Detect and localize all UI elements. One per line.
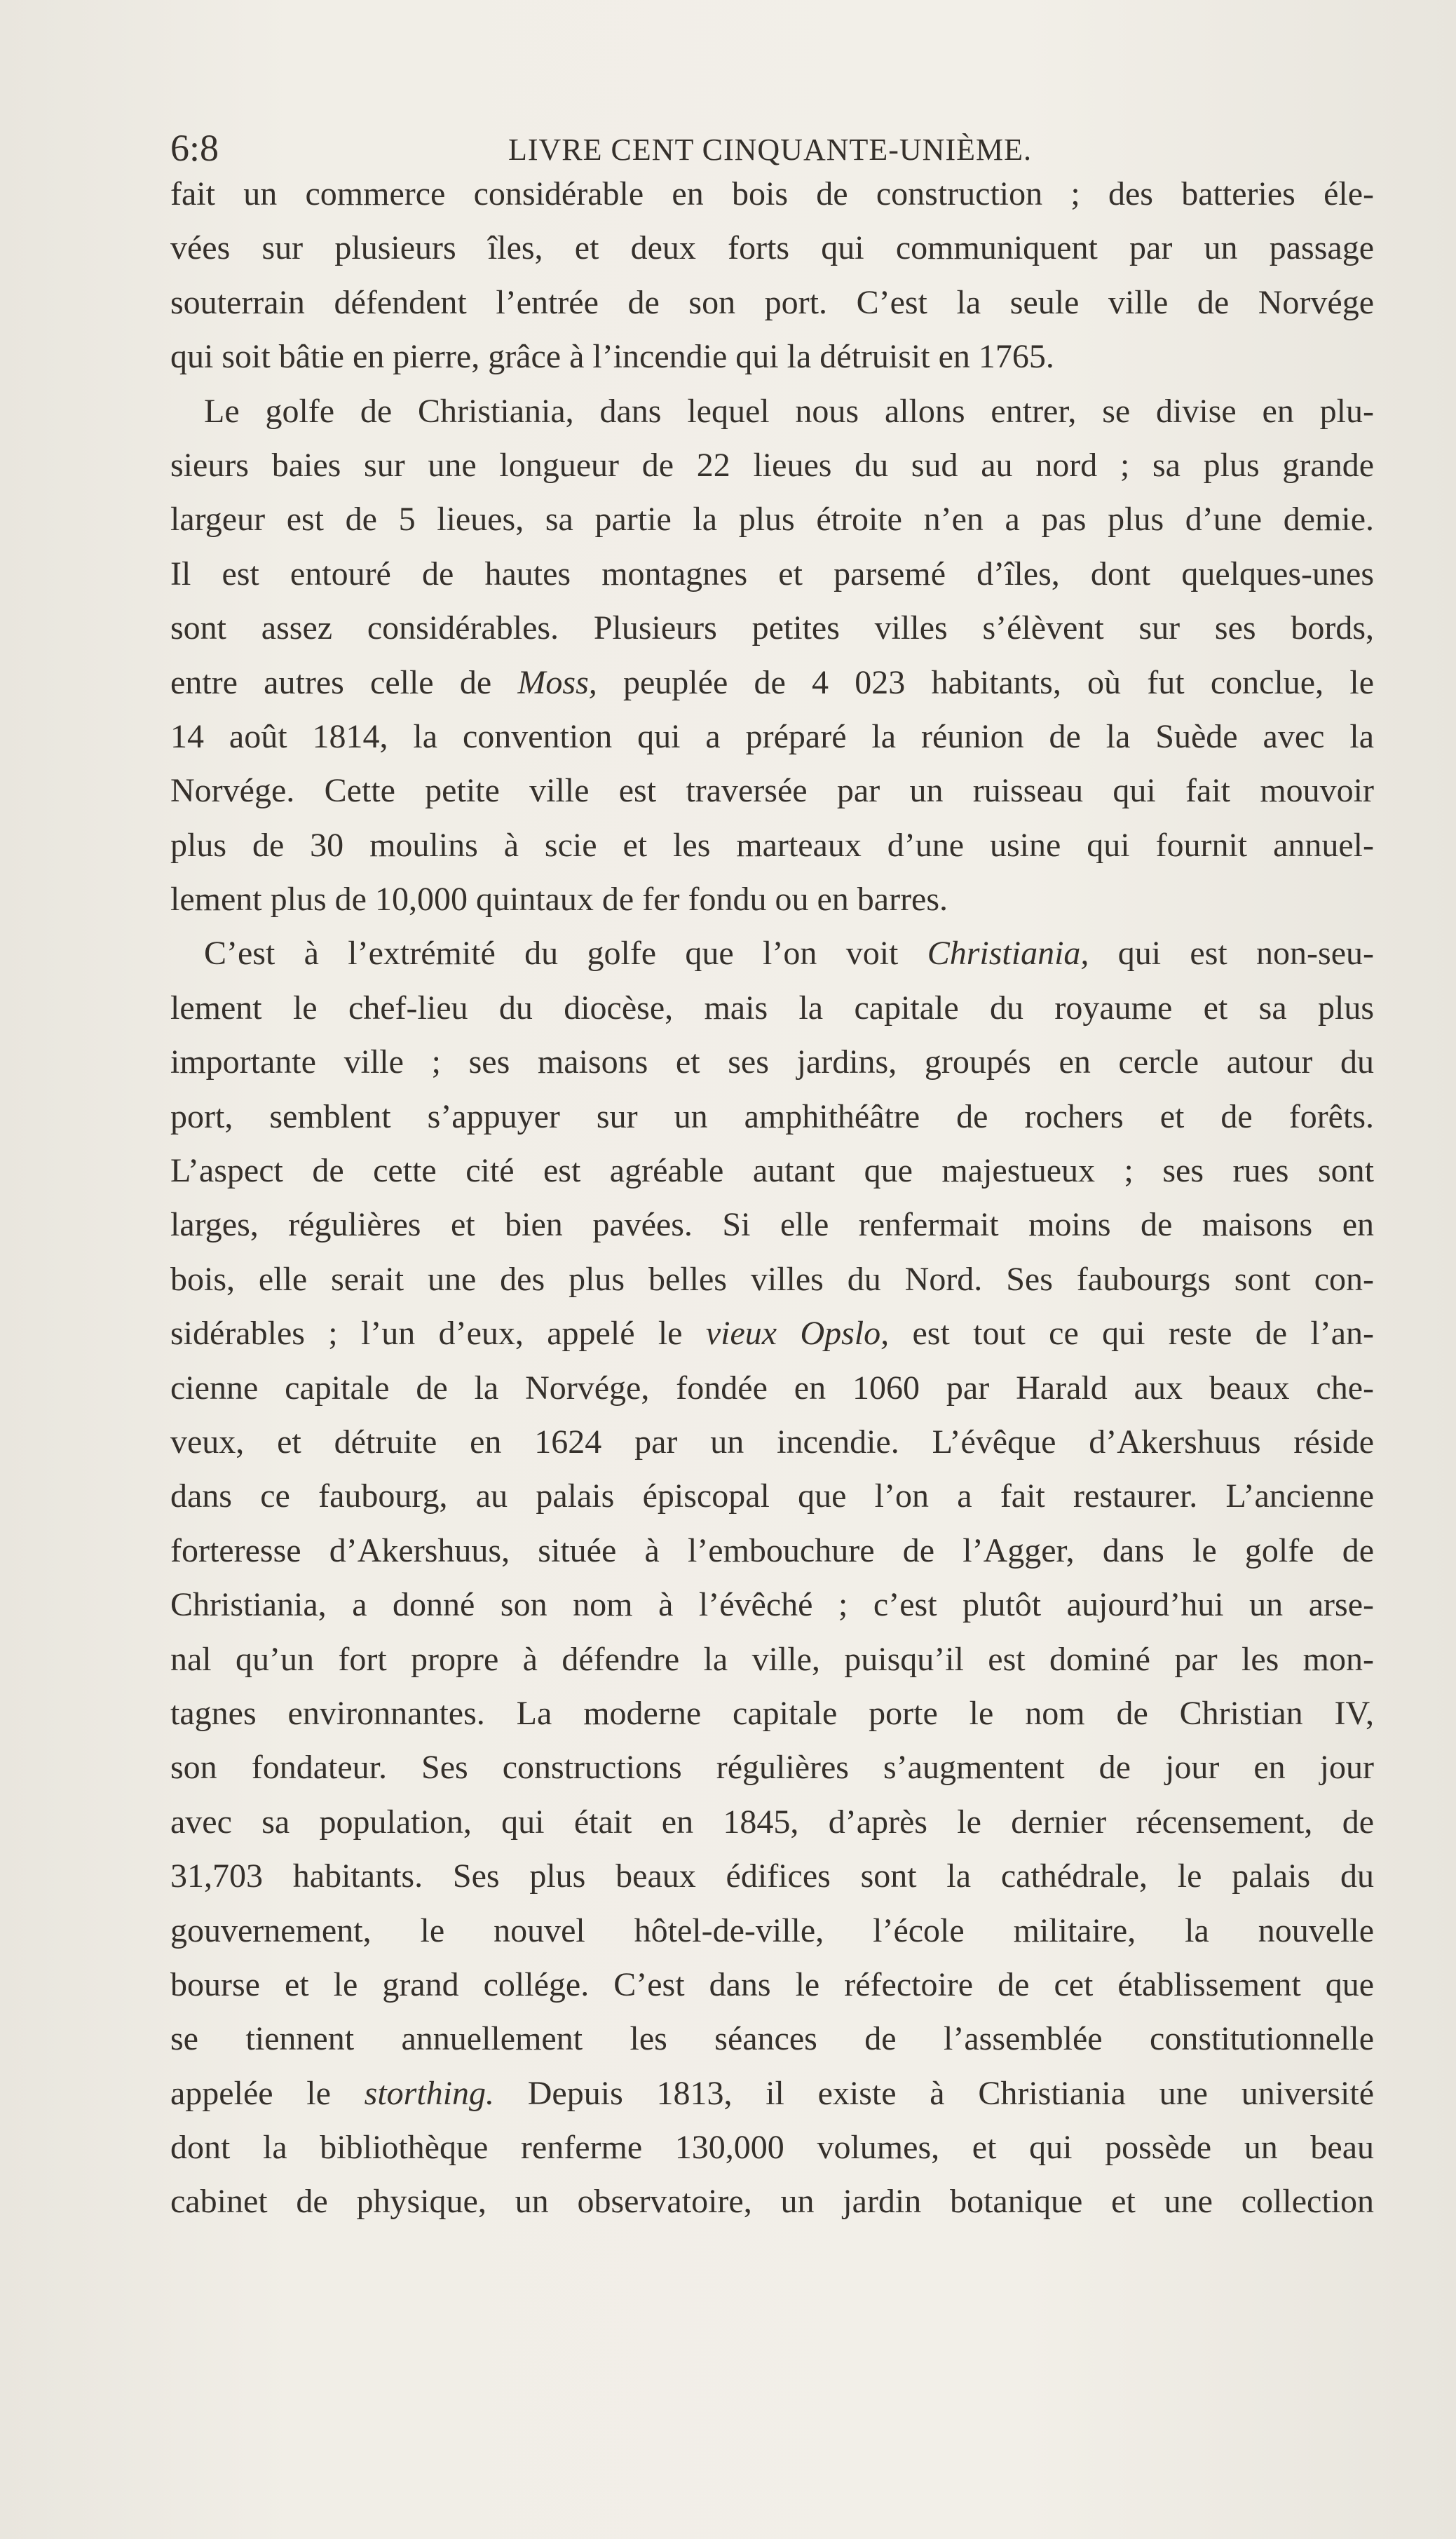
text-segment: qui est non-seu-: [1089, 935, 1375, 973]
text-line: larges, régulières et bien pavées. Si elle renfermait moins de maisons en: [170, 1206, 1374, 1244]
italic-name: Christiania,: [927, 935, 1089, 973]
text-line: se tiennent annuellement les séances de l’assemblée constitutionnelle: [170, 2020, 1374, 2058]
text-line: cabinet de physique, un observatoire, un jardin botanique et une collection: [170, 2183, 1374, 2221]
text-line: [170, 656, 1374, 710]
text-line: sont assez considérables. Plusieurs petites villes s’élèvent sur ses bords,: [170, 609, 1374, 647]
text-segment: C’est à l’extrémité du golfe que l’on voit: [204, 935, 927, 973]
text-line: Norvége. Cette petite ville est traversée par un ruisseau qui fait mouvoir: [170, 772, 1374, 810]
text-segment: entre autres celle de: [170, 663, 518, 701]
text-line: tagnes environnantes. La moderne capitale porte le nom de Christian IV,: [170, 1694, 1374, 1732]
text-line: fait un commerce considérable en bois de construction ; des batteries éle-: [170, 175, 1374, 212]
text-line: L’aspect de cette cité est agréable autant que majestueux ; ses rues sont: [170, 1152, 1374, 1190]
text-line: importante ville ; ses maisons et ses jardins, groupés en cercle autour du: [170, 1043, 1374, 1081]
text-line: Christiania, a donné son nom à l’évêché ; c’est plutôt aujourd’hui un arse-: [170, 1586, 1374, 1624]
text-line: [170, 926, 1374, 980]
text-line: dans ce faubourg, au palais épiscopal que l’on a fait restaurer. L’ancienne: [170, 1477, 1374, 1515]
body-text: [170, 167, 1374, 2229]
text-line: forteresse d’Akershuus, située à l’embouchure de l’Agger, dans le golfe de: [170, 1531, 1374, 1569]
text-line: 14 août 1814, la convention qui a préparé la réunion de la Suède avec la: [170, 717, 1374, 755]
text-line: port, semblent s’appuyer sur un amphithéâtre de rochers et de forêts.: [170, 1097, 1374, 1135]
text-segment: est tout ce qui reste de l’an-: [889, 1315, 1374, 1353]
text-line: plus de 30 moulins à scie et les marteaux d’une usine qui fournit annuel-: [170, 826, 1374, 864]
text-line: bois, elle serait une des plus belles villes du Nord. Ses faubourgs sont con-: [170, 1260, 1374, 1298]
page-number: 6:8: [170, 127, 219, 169]
text-line: sieurs baies sur une longueur de 22 lieues du sud au nord ; sa plus grande: [170, 446, 1374, 484]
text-line: largeur est de 5 lieues, sa partie la plus étroite n’en a pas plus d’une demie.: [170, 501, 1374, 539]
text-segment: sidérables ; l’un d’eux, appelé le: [170, 1315, 706, 1353]
text-line: Le golfe de Christiania, dans lequel nous allons entrer, se divise en plu-: [204, 392, 1374, 430]
italic-name: vieux Opslo,: [705, 1315, 890, 1353]
text-line: dont la bibliothèque renferme 130,000 volumes, et qui possède un beau: [170, 2129, 1374, 2167]
text-line: cienne capitale de la Norvége, fondée en 1060 par Harald aux beaux che-: [170, 1369, 1374, 1407]
text-line: lement plus de 10,000 quintaux de fer fondu ou en barres.: [170, 881, 948, 919]
text-line: gouvernement, le nouvel hôtel-de-ville, l’école militaire, la nouvelle: [170, 1911, 1374, 1949]
text-line: [170, 2066, 1374, 2120]
text-segment: peuplée de 4 023 habitants, où fut conclue, le: [597, 663, 1374, 701]
text-line: Il est entouré de hautes montagnes et parsemé d’îles, dont quelques-unes: [170, 555, 1374, 593]
text-line: [170, 1306, 1374, 1360]
italic-name: Moss,: [517, 663, 597, 701]
text-line: souterrain défendent l’entrée de son port. C’est la seule ville de Norvége: [170, 283, 1374, 321]
text-line: bourse et le grand collége. C’est dans le réfectoire de cet établissement que: [170, 1965, 1374, 2003]
text-line: son fondateur. Ses constructions régulières s’augmentent de jour en jour: [170, 1749, 1374, 1787]
text-line: lement le chef-lieu du diocèse, mais la capitale du royaume et sa plus: [170, 989, 1374, 1027]
text-line: veux, et détruite en 1624 par un incendie. L’évêque d’Akershuus réside: [170, 1423, 1374, 1461]
text-segment: Depuis 1813, il existe à Christiania une université: [494, 2074, 1374, 2112]
running-head: LIVRE CENT CINQUANTE-UNIÈME.: [508, 133, 1032, 167]
italic-name: storthing.: [364, 2074, 495, 2112]
text-line: qui soit bâtie en pierre, grâce à l’incendie qui la détruisit en 1765.: [170, 338, 1054, 376]
text-line: avec sa population, qui était en 1845, d’après le dernier récensement, de: [170, 1803, 1374, 1841]
text-segment: appelée le: [170, 2074, 365, 2112]
text-line: nal qu’un fort propre à défendre la ville, puisqu’il est dominé par les mon-: [170, 1640, 1374, 1678]
text-line: vées sur plusieurs îles, et deux forts qui communiquent par un passage: [170, 229, 1374, 267]
text-line: 31,703 habitants. Ses plus beaux édifices sont la cathédrale, le palais du: [170, 1857, 1374, 1895]
